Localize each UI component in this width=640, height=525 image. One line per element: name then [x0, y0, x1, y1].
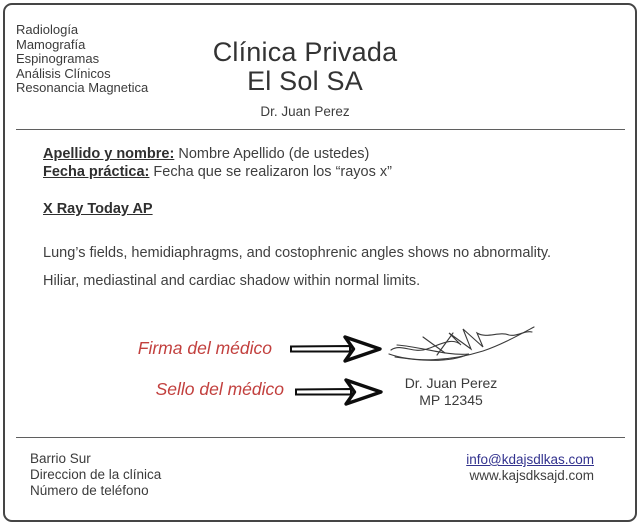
field-label-name: Apellido y nombre: [43, 146, 175, 162]
clinic-title-line1: Clínica Privada [212, 37, 398, 67]
signature-annotation-label: Sello del médico [155, 379, 284, 399]
website-text: www.kajsdksajd.com [469, 468, 594, 483]
clinic-address-block [30, 451, 161, 499]
service-item: Resonancia Magnetica [16, 80, 149, 96]
arrow-right-icon [288, 333, 388, 365]
report-finding-line: Lung’s fields, hemidiaphragms, and costophrenic angles shows no abnormality. [43, 245, 552, 261]
patient-fields [43, 146, 392, 181]
field-label-date: Fecha práctica: [43, 163, 150, 180]
service-item: Mamografía [16, 36, 86, 52]
stamp-license-number: MP 12345 [419, 392, 483, 408]
section-heading: X Ray Today AP [43, 201, 153, 217]
field-row-date [43, 164, 392, 182]
clinic-header [5, 38, 605, 119]
email-link[interactable]: info@kdajsdlkas.com [466, 452, 594, 467]
doctor-stamp [392, 375, 510, 409]
header-divider [16, 129, 625, 130]
address-line: Número de teléfono [30, 483, 149, 498]
clinic-doctor-name: Dr. Juan Perez [260, 104, 350, 119]
footer-divider [16, 437, 625, 438]
report-finding-line: Hiliar, mediastinal and cardiac shadow within normal limits. [43, 273, 421, 289]
service-item: Radiología [16, 22, 79, 37]
signature-annotation-label: Firma del médico [137, 338, 272, 358]
stamp-doctor-name: Dr. Juan Perez [404, 375, 498, 391]
document-sheet [3, 3, 637, 522]
service-item: Análisis Clínicos [16, 65, 111, 81]
service-item: Espinogramas [16, 51, 100, 67]
field-value-date: Fecha que se realizaron los “rayos x” [149, 163, 392, 180]
arrow-right-icon [293, 376, 388, 408]
address-line: Barrio Sur [30, 451, 91, 466]
clinic-title-line2: El Sol SA [247, 66, 363, 96]
field-row-name [43, 146, 392, 164]
clinic-contact-block [466, 452, 594, 484]
address-line: Direccion de la clínica [30, 467, 162, 482]
signature-scribble [387, 322, 537, 372]
field-value-name: Nombre Apellido (de ustedes) [174, 146, 370, 162]
